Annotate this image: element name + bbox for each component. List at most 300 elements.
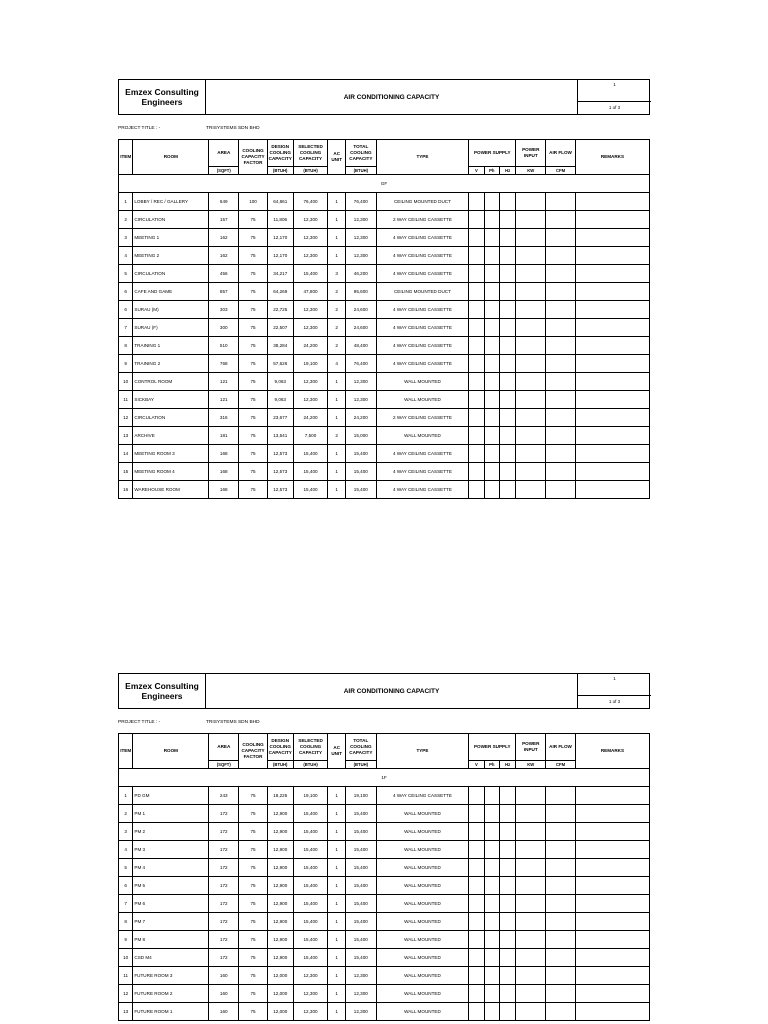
cell-remarks <box>575 337 649 355</box>
cell-ac: 1 <box>328 931 345 949</box>
header-room: ROOM <box>133 734 209 769</box>
cell-ph <box>484 319 499 337</box>
table-row <box>119 409 650 427</box>
unit-area: (SQFT) <box>209 167 239 175</box>
cell-room: PM 7 <box>133 913 209 931</box>
cell-cfm <box>546 283 576 301</box>
cell-ccf: 75 <box>239 445 268 463</box>
cell-ph <box>484 409 499 427</box>
cell-scc: 24,200 <box>293 337 328 355</box>
cell-dcc: 64,861 <box>267 193 293 211</box>
cell-room: PM 5 <box>133 877 209 895</box>
cell-dcc: 12,900 <box>267 805 293 823</box>
cell-hz <box>499 301 515 319</box>
cell-room: SICKBAY <box>133 391 209 409</box>
cell-hz <box>499 283 515 301</box>
cell-area: 157 <box>209 211 239 229</box>
cell-ph <box>484 337 499 355</box>
title-block <box>118 673 650 709</box>
cell-area: 857 <box>209 283 239 301</box>
cell-scc: 12,300 <box>293 229 328 247</box>
cell-cfm <box>546 823 576 841</box>
cell-type: WALL MOUNTED <box>376 805 468 823</box>
cell-remarks <box>575 445 649 463</box>
cell-v <box>469 481 484 499</box>
cell-kw <box>516 967 546 985</box>
cell-area: 160 <box>209 985 239 1003</box>
cell-hz <box>499 319 515 337</box>
cell-item: 13 <box>119 1003 133 1021</box>
cell-ac: 1 <box>328 481 345 499</box>
cell-ac: 4 <box>328 355 345 373</box>
cell-kw <box>516 1003 546 1021</box>
cell-ccf: 75 <box>239 877 268 895</box>
cell-item: 10 <box>119 949 133 967</box>
cell-dcc: 12,000 <box>267 985 293 1003</box>
cell-ccf: 75 <box>239 373 268 391</box>
cell-cfm <box>546 229 576 247</box>
table-row <box>119 319 650 337</box>
cell-ccf: 75 <box>239 913 268 931</box>
cell-tcc: 15,400 <box>345 841 376 859</box>
unit-v: V <box>469 167 484 175</box>
cell-cfm <box>546 355 576 373</box>
cell-v <box>469 337 484 355</box>
cell-tcc: 15,400 <box>345 805 376 823</box>
cell-dcc: 12,900 <box>267 841 293 859</box>
cell-scc: 15,400 <box>293 913 328 931</box>
header-ps: POWER SUPPLY <box>469 140 516 167</box>
cell-cfm <box>546 301 576 319</box>
cell-ccf: 75 <box>239 949 268 967</box>
cell-ph <box>484 427 499 445</box>
cell-area: 160 <box>209 1003 239 1021</box>
cell-remarks <box>575 949 649 967</box>
cell-ph <box>484 913 499 931</box>
section-row <box>119 175 650 193</box>
table-row <box>119 949 650 967</box>
cell-tcc: 24,200 <box>345 409 376 427</box>
cell-type: WALL MOUNTED <box>376 859 468 877</box>
cell-ccf: 75 <box>239 859 268 877</box>
cell-scc: 12,300 <box>293 1003 328 1021</box>
cell-ccf: 75 <box>239 895 268 913</box>
table-row <box>119 931 650 949</box>
cell-tcc: 12,300 <box>345 985 376 1003</box>
cell-type: 4 WAY CEILING CASSETTE <box>376 265 468 283</box>
cell-hz <box>499 391 515 409</box>
cell-room: PM 4 <box>133 859 209 877</box>
cell-type: 2 WAY CEILING CASSETTE <box>376 409 468 427</box>
cell-item: 11 <box>119 391 133 409</box>
cell-cfm <box>546 949 576 967</box>
cell-ac: 2 <box>328 319 345 337</box>
cell-scc: 76,400 <box>293 193 328 211</box>
cell-scc: 47,800 <box>293 283 328 301</box>
cell-tcc: 19,100 <box>345 787 376 805</box>
revision-number: 1 <box>613 675 616 681</box>
cell-ac: 1 <box>328 823 345 841</box>
cell-room: PM 3 <box>133 841 209 859</box>
cell-ccf: 75 <box>239 931 268 949</box>
cell-area: 316 <box>209 409 239 427</box>
cell-dcc: 34,217 <box>267 265 293 283</box>
cell-kw <box>516 481 546 499</box>
header-room: ROOM <box>133 140 209 175</box>
unit-tcc: (BTUH) <box>345 167 376 175</box>
cell-remarks <box>575 391 649 409</box>
cell-room: FUTURE ROOM 2 <box>133 985 209 1003</box>
cell-area: 160 <box>209 967 239 985</box>
header-scc: SELECTED COOLING CAPACITY <box>293 140 328 167</box>
cell-area: 121 <box>209 391 239 409</box>
cell-v <box>469 247 484 265</box>
cell-hz <box>499 967 515 985</box>
cell-ph <box>484 859 499 877</box>
table-row <box>119 895 650 913</box>
table-row <box>119 193 650 211</box>
cell-dcc: 12,170 <box>267 247 293 265</box>
cell-kw <box>516 355 546 373</box>
cell-scc: 19,100 <box>293 787 328 805</box>
cell-item: 6 <box>119 301 133 319</box>
cell-remarks <box>575 463 649 481</box>
cell-item: 6 <box>119 877 133 895</box>
header-tcc: TOTAL COOLING CAPACITY <box>345 140 376 167</box>
cell-v <box>469 301 484 319</box>
cell-tcc: 12,300 <box>345 1003 376 1021</box>
cell-area: 172 <box>209 931 239 949</box>
cell-tcc: 15,400 <box>345 949 376 967</box>
cell-room: SURAU (M) <box>133 301 209 319</box>
cell-cfm <box>546 805 576 823</box>
cell-item: 15 <box>119 463 133 481</box>
cell-v <box>469 841 484 859</box>
cell-tcc: 46,200 <box>345 265 376 283</box>
header-af: AIR FLOW <box>546 140 576 167</box>
cell-remarks <box>575 229 649 247</box>
cell-v <box>469 805 484 823</box>
cell-item: 3 <box>119 823 133 841</box>
cell-ph <box>484 841 499 859</box>
cell-ccf: 75 <box>239 283 268 301</box>
cell-ccf: 75 <box>239 301 268 319</box>
cell-item: 8 <box>119 337 133 355</box>
cell-v <box>469 391 484 409</box>
cell-room: FUTURE ROOM 1 <box>133 1003 209 1021</box>
header-ps: POWER SUPPLY <box>469 734 516 761</box>
cell-dcc: 23,677 <box>267 409 293 427</box>
project-title-line <box>118 117 650 131</box>
cell-v <box>469 931 484 949</box>
cell-area: 172 <box>209 823 239 841</box>
cell-v <box>469 283 484 301</box>
cell-ccf: 75 <box>239 355 268 373</box>
cell-remarks <box>575 193 649 211</box>
cell-tcc: 15,400 <box>345 481 376 499</box>
cell-item: 2 <box>119 211 133 229</box>
cell-cfm <box>546 427 576 445</box>
unit-cfm: CFM <box>546 167 576 175</box>
cell-item: 9 <box>119 931 133 949</box>
sheet-ground-floor <box>118 79 650 499</box>
cell-ph <box>484 283 499 301</box>
cell-kw <box>516 877 546 895</box>
cell-dcc: 12,900 <box>267 931 293 949</box>
cell-v <box>469 787 484 805</box>
table-row <box>119 445 650 463</box>
cell-type: CEILING MOUNTED DUCT <box>376 193 468 211</box>
cell-hz <box>499 805 515 823</box>
cell-item: 7 <box>119 895 133 913</box>
cell-ccf: 100 <box>239 193 268 211</box>
cell-type: 4 WAY CEILING CASSETTE <box>376 301 468 319</box>
cell-tcc: 48,400 <box>345 337 376 355</box>
cell-hz <box>499 373 515 391</box>
cell-hz <box>499 841 515 859</box>
cell-cfm <box>546 193 576 211</box>
cell-tcc: 12,300 <box>345 247 376 265</box>
table-row <box>119 967 650 985</box>
header-scc: SELECTED COOLING CAPACITY <box>293 734 328 761</box>
cell-type: WALL MOUNTED <box>376 967 468 985</box>
cell-kw <box>516 229 546 247</box>
cell-scc: 15,400 <box>293 877 328 895</box>
cell-dcc: 12,900 <box>267 823 293 841</box>
revision-number: 1 <box>613 81 616 87</box>
cell-cfm <box>546 787 576 805</box>
cell-v <box>469 949 484 967</box>
cell-ac: 1 <box>328 967 345 985</box>
cell-v <box>469 913 484 931</box>
cell-area: 162 <box>209 247 239 265</box>
cell-v <box>469 859 484 877</box>
cell-v <box>469 1003 484 1021</box>
unit-kw: KW <box>516 761 546 769</box>
cell-type: WALL MOUNTED <box>376 823 468 841</box>
table-row <box>119 463 650 481</box>
cell-scc: 24,200 <box>293 409 328 427</box>
cell-dcc: 12,573 <box>267 445 293 463</box>
cell-ac: 2 <box>328 337 345 355</box>
cell-type: WALL MOUNTED <box>376 895 468 913</box>
cell-kw <box>516 463 546 481</box>
cell-ccf: 75 <box>239 985 268 1003</box>
cell-remarks <box>575 355 649 373</box>
cell-room: MEETING 2 <box>133 247 209 265</box>
cell-v <box>469 193 484 211</box>
cell-type: 2 WAY CEILING CASSETTE <box>376 211 468 229</box>
cell-type: WALL MOUNTED <box>376 1003 468 1021</box>
cell-item: 8 <box>119 913 133 931</box>
cell-ph <box>484 247 499 265</box>
cell-dcc: 57,626 <box>267 355 293 373</box>
table-row <box>119 913 650 931</box>
cell-room: MEETING 1 <box>133 229 209 247</box>
section-label: GF <box>119 175 650 193</box>
revision-blank <box>578 88 651 102</box>
cell-cfm <box>546 931 576 949</box>
cell-kw <box>516 301 546 319</box>
cell-cfm <box>546 319 576 337</box>
cell-ac: 2 <box>328 283 345 301</box>
cell-tcc: 15,000 <box>345 427 376 445</box>
cell-ac: 1 <box>328 949 345 967</box>
cell-v <box>469 427 484 445</box>
section-label: 1F <box>119 769 650 787</box>
cell-ccf: 75 <box>239 967 268 985</box>
cell-scc: 15,400 <box>293 823 328 841</box>
table-row <box>119 823 650 841</box>
header-row <box>119 140 650 167</box>
unit-area: (SQFT) <box>209 761 239 769</box>
cell-remarks <box>575 787 649 805</box>
cell-ph <box>484 877 499 895</box>
cell-dcc: 12,900 <box>267 859 293 877</box>
cell-item: 1 <box>119 787 133 805</box>
cell-remarks <box>575 265 649 283</box>
header-tcc: TOTAL COOLING CAPACITY <box>345 734 376 761</box>
cell-v <box>469 409 484 427</box>
cell-kw <box>516 841 546 859</box>
cell-ac: 1 <box>328 877 345 895</box>
cell-cfm <box>546 211 576 229</box>
cell-kw <box>516 931 546 949</box>
cell-ph <box>484 373 499 391</box>
cell-scc: 15,400 <box>293 841 328 859</box>
cell-hz <box>499 265 515 283</box>
cell-ccf: 75 <box>239 247 268 265</box>
cell-ccf: 75 <box>239 409 268 427</box>
cell-dcc: 11,806 <box>267 211 293 229</box>
cell-item: 5 <box>119 265 133 283</box>
cell-dcc: 18,225 <box>267 787 293 805</box>
cell-tcc: 95,600 <box>345 283 376 301</box>
cell-v <box>469 823 484 841</box>
cell-remarks <box>575 823 649 841</box>
cell-remarks <box>575 967 649 985</box>
cell-remarks <box>575 427 649 445</box>
cell-ac: 1 <box>328 391 345 409</box>
cell-ccf: 75 <box>239 841 268 859</box>
cell-area: 168 <box>209 463 239 481</box>
header-item: ITEM <box>119 734 133 769</box>
cell-scc: 12,300 <box>293 967 328 985</box>
cell-remarks <box>575 409 649 427</box>
cell-remarks <box>575 859 649 877</box>
cell-type: 4 WAY CEILING CASSETTE <box>376 319 468 337</box>
cell-type: WALL MOUNTED <box>376 913 468 931</box>
unit-scc: (BTUH) <box>293 761 328 769</box>
cell-area: 649 <box>209 193 239 211</box>
cell-cfm <box>546 985 576 1003</box>
title-block <box>118 79 650 115</box>
cell-dcc: 12,900 <box>267 949 293 967</box>
cell-item: 4 <box>119 841 133 859</box>
cell-scc: 12,300 <box>293 985 328 1003</box>
cell-dcc: 12,573 <box>267 481 293 499</box>
cell-cfm <box>546 1003 576 1021</box>
cell-cfm <box>546 895 576 913</box>
cell-dcc: 12,573 <box>267 463 293 481</box>
cell-kw <box>516 949 546 967</box>
cell-kw <box>516 337 546 355</box>
cell-tcc: 12,300 <box>345 373 376 391</box>
cell-item: 5 <box>119 859 133 877</box>
revision-blank <box>578 682 651 696</box>
cell-tcc: 15,400 <box>345 877 376 895</box>
cell-hz <box>499 985 515 1003</box>
cell-v <box>469 319 484 337</box>
cell-ph <box>484 193 499 211</box>
cell-hz <box>499 463 515 481</box>
capacity-table <box>118 733 650 1021</box>
cell-type: 4 WAY CEILING CASSETTE <box>376 229 468 247</box>
cell-area: 168 <box>209 481 239 499</box>
cell-kw <box>516 805 546 823</box>
cell-ac: 1 <box>328 859 345 877</box>
cell-ac: 1 <box>328 193 345 211</box>
cell-remarks <box>575 319 649 337</box>
cell-v <box>469 373 484 391</box>
table-row <box>119 337 650 355</box>
cell-ph <box>484 949 499 967</box>
cell-type: WALL MOUNTED <box>376 949 468 967</box>
header-type: TYPE <box>376 140 468 175</box>
header-area: AREA <box>209 140 239 167</box>
header-pi: POWER INPUT <box>516 734 546 761</box>
cell-kw <box>516 913 546 931</box>
cell-v <box>469 877 484 895</box>
unit-cfm: CFM <box>546 761 576 769</box>
cell-type: 4 WAY CEILING CASSETTE <box>376 355 468 373</box>
cell-scc: 19,100 <box>293 355 328 373</box>
cell-ph <box>484 985 499 1003</box>
cell-ccf: 75 <box>239 229 268 247</box>
cell-scc: 12,300 <box>293 247 328 265</box>
cell-hz <box>499 211 515 229</box>
cell-cfm <box>546 913 576 931</box>
cell-v <box>469 967 484 985</box>
cell-hz <box>499 787 515 805</box>
cell-kw <box>516 265 546 283</box>
header-ccf: COOLING CAPACITY FACTOR <box>239 734 268 769</box>
cell-room: PM 6 <box>133 895 209 913</box>
cell-v <box>469 463 484 481</box>
cell-item: 7 <box>119 319 133 337</box>
header-af: AIR FLOW <box>546 734 576 761</box>
sheet-first-floor <box>118 673 650 1021</box>
cell-ac: 2 <box>328 301 345 319</box>
cell-item: 14 <box>119 445 133 463</box>
cell-v <box>469 445 484 463</box>
cell-tcc: 15,400 <box>345 895 376 913</box>
cell-dcc: 12,170 <box>267 229 293 247</box>
unit-tcc: (BTUH) <box>345 761 376 769</box>
cell-area: 121 <box>209 373 239 391</box>
header-type: TYPE <box>376 734 468 769</box>
cell-room: PM 8 <box>133 931 209 949</box>
cell-kw <box>516 319 546 337</box>
header-dcc: DESIGN COOLING CAPACITY <box>267 734 293 761</box>
cell-kw <box>516 427 546 445</box>
table-row <box>119 265 650 283</box>
cell-scc: 15,400 <box>293 265 328 283</box>
header-ac: AC UNIT <box>328 734 345 769</box>
cell-kw <box>516 985 546 1003</box>
cell-hz <box>499 949 515 967</box>
cell-ccf: 75 <box>239 787 268 805</box>
